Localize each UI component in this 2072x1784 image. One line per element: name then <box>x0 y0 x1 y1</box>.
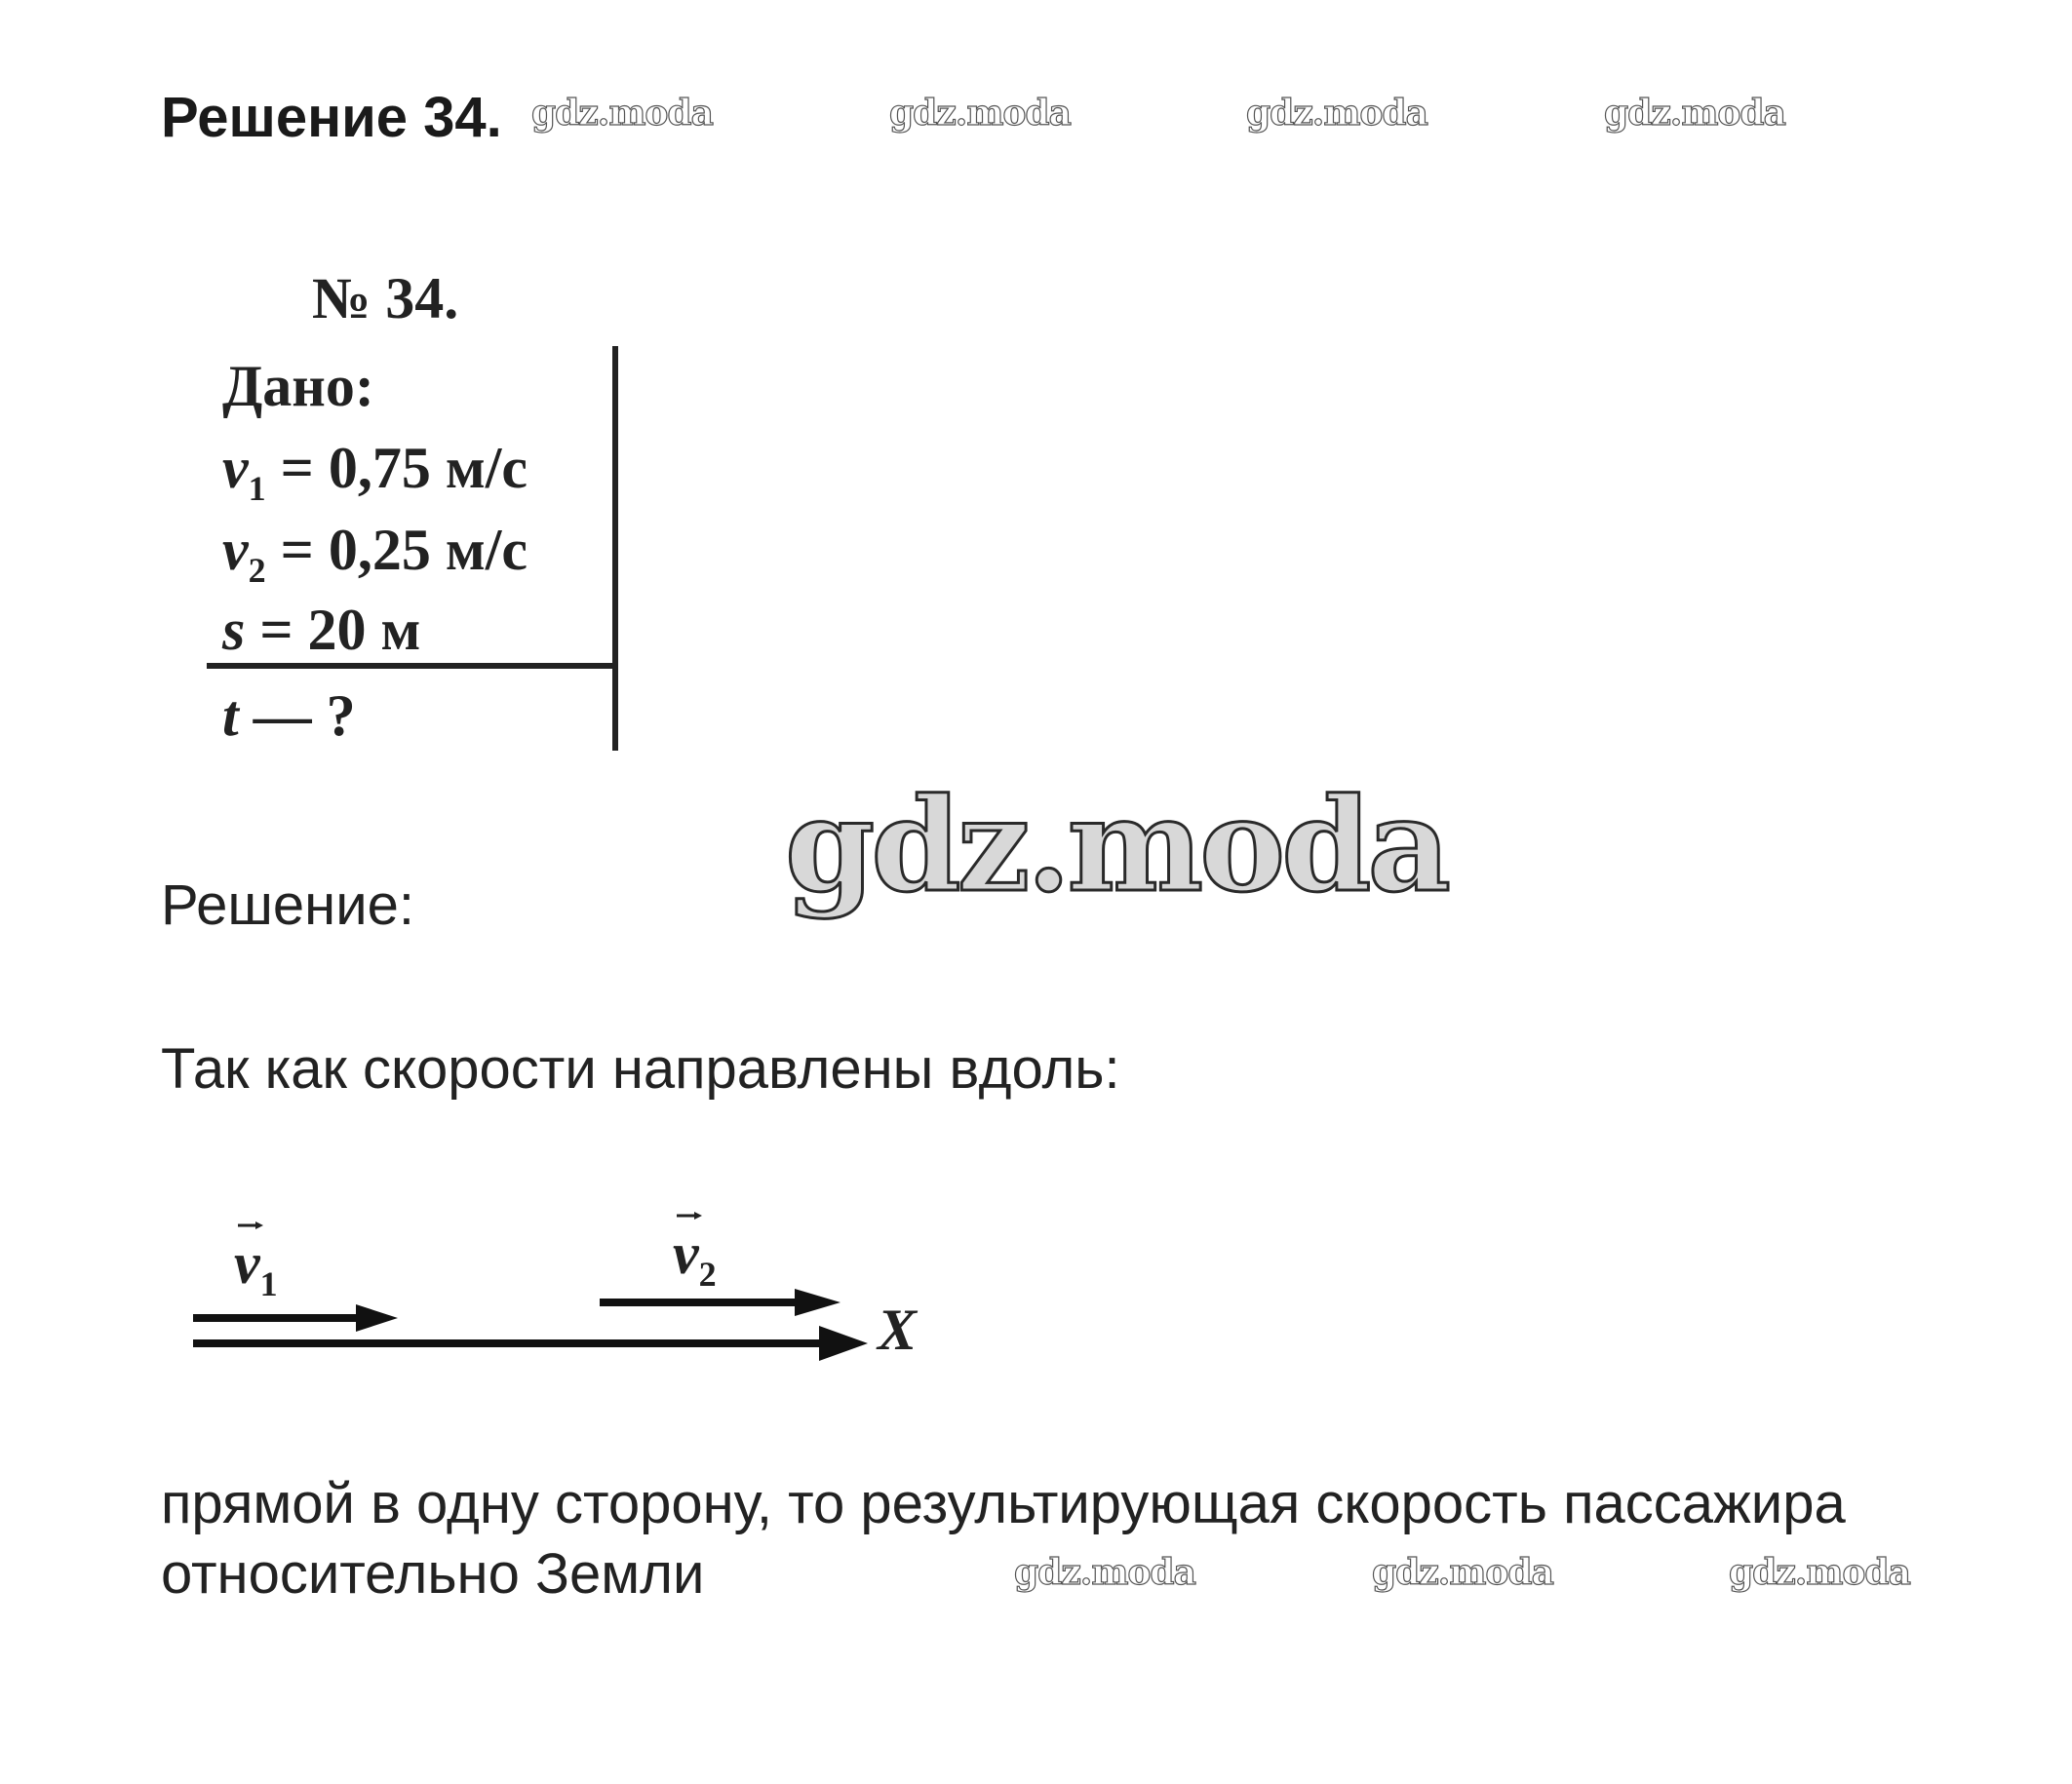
x-axis-label: X <box>878 1298 918 1362</box>
t-value: — ? <box>238 683 356 748</box>
v2-label <box>673 1221 717 1295</box>
v1-subscript: 1 <box>248 469 266 508</box>
v2-label-subscript: 2 <box>698 1255 717 1294</box>
v2-vector-arrowhead <box>795 1289 841 1316</box>
given-label: Дано: <box>222 354 374 418</box>
watermark: gdz.moda <box>1729 1552 1910 1593</box>
v2-subscript: 2 <box>248 551 266 590</box>
s-symbol: s <box>222 598 246 662</box>
watermark: gdz.moda <box>889 93 1071 134</box>
v1-value: = 0,75 м/с <box>265 436 528 500</box>
v2-value: = 0,25 м/с <box>265 518 528 582</box>
watermark: gdz.moda <box>531 93 713 134</box>
x-axis-arrowhead <box>819 1326 868 1361</box>
solution-label: Решение: <box>161 873 414 937</box>
watermark-large: gdz.moda <box>785 770 1448 921</box>
s-value: = 20 м <box>245 598 421 662</box>
given-horizontal-divider <box>207 663 618 669</box>
vector-diagram-svg <box>185 1209 946 1384</box>
v1-symbol: v <box>222 436 249 500</box>
given-v1 <box>222 435 528 509</box>
watermark: gdz.moda <box>1246 93 1427 134</box>
v1-label-subscript: 1 <box>259 1264 278 1303</box>
given-find <box>222 682 356 750</box>
problem-number: № 34. <box>312 266 459 330</box>
t-symbol: t <box>222 683 239 748</box>
vector-arrow-icon <box>238 1221 263 1230</box>
given-v2 <box>222 517 528 591</box>
solution-text-2-line-2: относительно Земли <box>161 1542 705 1606</box>
v1-vector-arrowhead <box>356 1304 398 1332</box>
v2-symbol: v <box>222 518 249 582</box>
solution-text-2-line-1: прямой в одну сторону, то результирующая скорость пассажира <box>161 1472 1846 1535</box>
watermark: gdz.moda <box>1014 1552 1195 1593</box>
given-vertical-divider <box>612 346 618 751</box>
v2-label-symbol: v <box>673 1222 699 1286</box>
v1-label-symbol: v <box>234 1231 260 1296</box>
vector-arrow-icon <box>677 1211 702 1221</box>
given-s <box>222 597 420 664</box>
watermark: gdz.moda <box>1372 1552 1553 1593</box>
v1-label <box>234 1230 278 1304</box>
watermark: gdz.moda <box>1604 93 1785 134</box>
solution-text-1: Так как скорости направлены вдоль: <box>161 1037 1120 1101</box>
page-title: Решение 34. <box>161 86 502 149</box>
